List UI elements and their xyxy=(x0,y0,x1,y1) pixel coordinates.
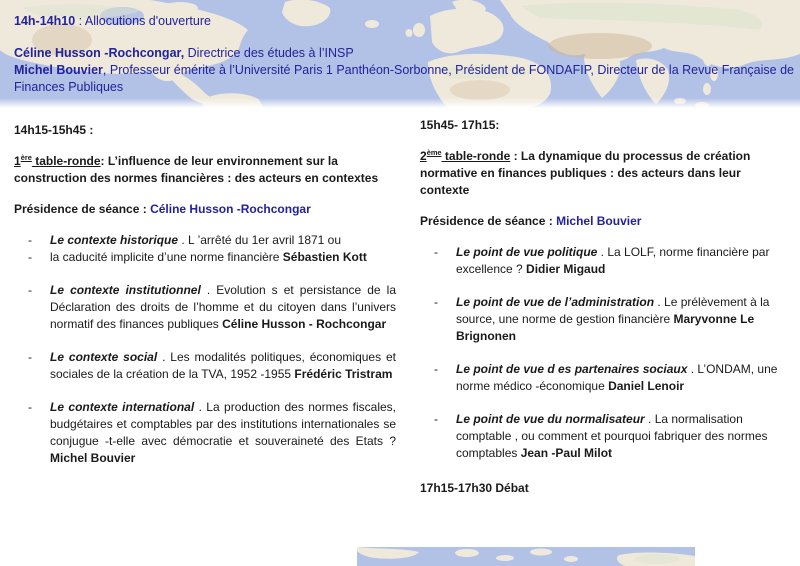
item-text: Le point de vue du normalisateur . La normalisation comptable , ou comment et pourquoi fabriquer des normes comptables Jean -Paul Milot xyxy=(456,412,768,460)
list-item xyxy=(420,411,792,462)
table-ronde-2-title: 2ème table-ronde : La dynamique du processus de création normative en finances publiques : des acteurs dans leur contexte xyxy=(420,148,751,197)
bullet-dash: - xyxy=(434,412,438,426)
bullet-dash: - xyxy=(434,362,438,376)
debate-time-line: 17h15-17h30 Débat xyxy=(420,481,529,495)
table-ronde-2-items xyxy=(420,244,792,462)
chair-line-1: Présidence de séance : Céline Husson -Rochcongar xyxy=(14,202,311,216)
list-item xyxy=(14,349,396,383)
list-item xyxy=(14,399,396,467)
left-column xyxy=(14,122,396,483)
list-item xyxy=(14,232,396,249)
list-item xyxy=(420,294,792,345)
item-text: Le contexte international . La production des normes fiscales, budgétaires et comptables par des institutions internationales se conjugue -t-elle avec démocratie et souveraineté des Etats ? Michel Bouvier xyxy=(50,400,397,465)
opening-header xyxy=(0,0,800,96)
table-ronde-1-items xyxy=(14,232,396,467)
bullet-dash: - xyxy=(28,283,32,297)
list-item xyxy=(14,249,396,266)
item-text: Le point de vue politique . La LOLF, norme financière par excellence ? Didier Migaud xyxy=(456,245,770,276)
speaker-line-husson: Céline Husson -Rochcongar, Directrice des études à l’INSP xyxy=(14,46,354,60)
bullet-dash: - xyxy=(28,250,32,264)
opening-session-line: 14h-14h10 : Allocutions d'ouverture xyxy=(14,14,211,28)
item-text: Le contexte historique . L ’arrêté du 1er avril 1871 ou xyxy=(50,233,342,247)
chair-line-2: Présidence de séance : Michel Bouvier xyxy=(420,214,642,228)
session-time-2: 15h45- 17h15: xyxy=(420,118,500,132)
bullet-dash: - xyxy=(28,400,32,414)
right-column xyxy=(420,117,792,497)
bullet-dash: - xyxy=(434,295,438,309)
item-text: Le contexte social . Les modalités politiques, économiques et sociales de la création de la TVA, 1952 -1955 Frédéric Tristram xyxy=(50,350,396,381)
bullet-dash: - xyxy=(434,245,438,259)
list-item xyxy=(420,361,792,395)
map-band-bottom xyxy=(357,547,695,566)
item-text: Le contexte institutionnel . Evolution s et persistance de la Déclaration des droits de l’homme et du citoyen dans l’univers normatif des finances publiques Céline Husson - Rochcongar xyxy=(50,283,396,331)
bullet-dash: - xyxy=(28,350,32,364)
table-ronde-1-title: 1ère table-ronde: L’influence de leur environnement sur la construction des normes financières : des acteurs en contextes xyxy=(14,153,379,185)
bullet-dash: - xyxy=(28,233,32,247)
session-time-1: 14h15-15h45 : xyxy=(14,123,94,137)
list-item xyxy=(14,282,396,333)
speaker-line-bouvier: Michel Bouvier, Professeur émérite à l’Université Paris 1 Panthéon-Sorbonne, Président de FONDAFIP, Directeur de la Revue Française de Finances Publiques xyxy=(14,63,794,94)
item-text: Le point de vue de l’administration . Le prélèvement à la source, une norme de gestion financière Maryvonne Le Brignonen xyxy=(456,295,770,343)
list-item xyxy=(420,244,792,278)
item-text: Le point de vue d es partenaires sociaux . L’ONDAM, une norme médico -économique Daniel Lenoir xyxy=(456,362,778,393)
map-band-top xyxy=(0,0,800,108)
item-text: la caducité implicite d’une norme financière Sébastien Kott xyxy=(50,250,367,264)
world-map-sliver-graphic xyxy=(357,547,695,566)
